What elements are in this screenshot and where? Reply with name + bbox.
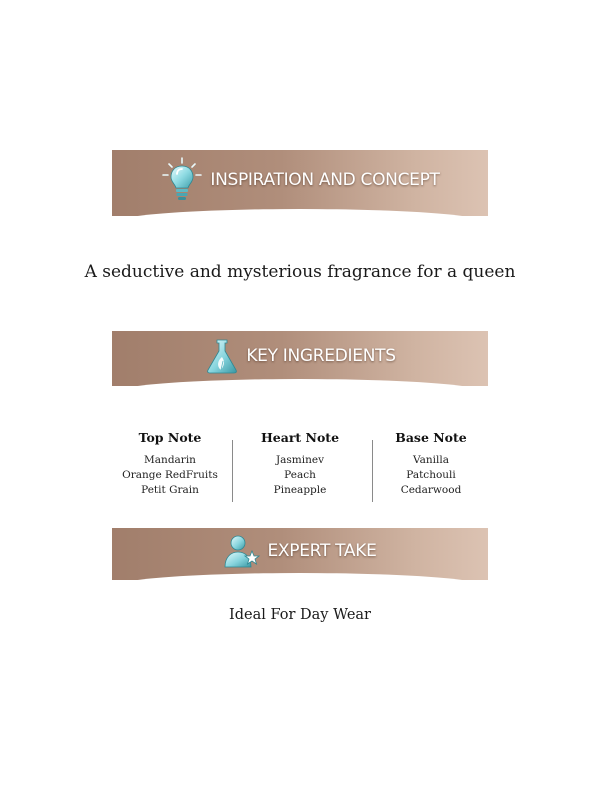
user-star-icon	[223, 533, 261, 569]
list-item: Jasminev	[275, 454, 325, 466]
inspiration-banner	[112, 150, 488, 216]
ingredients-title: KEY INGREDIENTS	[246, 345, 396, 366]
base-note-column	[361, 430, 501, 498]
column-divider	[232, 440, 233, 502]
ingredients-banner	[112, 331, 488, 386]
list-item: Petit Grain	[141, 484, 199, 496]
list-item: Vanilla	[413, 454, 449, 466]
lightbulb-icon	[160, 156, 204, 204]
list-item: Patchouli	[406, 469, 456, 481]
notes-grid	[0, 430, 600, 510]
flask-icon	[204, 337, 240, 375]
expert-text: Ideal For Day Wear	[229, 607, 371, 623]
list-item: Pineapple	[273, 484, 327, 496]
top-note-column	[100, 430, 240, 498]
list-item: Cedarwood	[400, 484, 462, 496]
inspiration-text: A seductive and mysterious fragrance for a queen	[84, 262, 516, 282]
inspiration-title: INSPIRATION AND CONCEPT	[210, 170, 440, 190]
column-divider	[372, 440, 373, 502]
list-item: Orange RedFruits	[122, 469, 218, 481]
expert-title: EXPERT TAKE	[267, 541, 377, 561]
expert-banner	[112, 528, 488, 580]
heart-note-column	[230, 430, 370, 498]
list-item: Peach	[284, 469, 316, 481]
list-item: Mandarin	[144, 454, 196, 466]
note-title: Heart Note	[260, 430, 340, 445]
note-title: Base Note	[395, 430, 467, 445]
note-title: Top Note	[138, 430, 202, 445]
